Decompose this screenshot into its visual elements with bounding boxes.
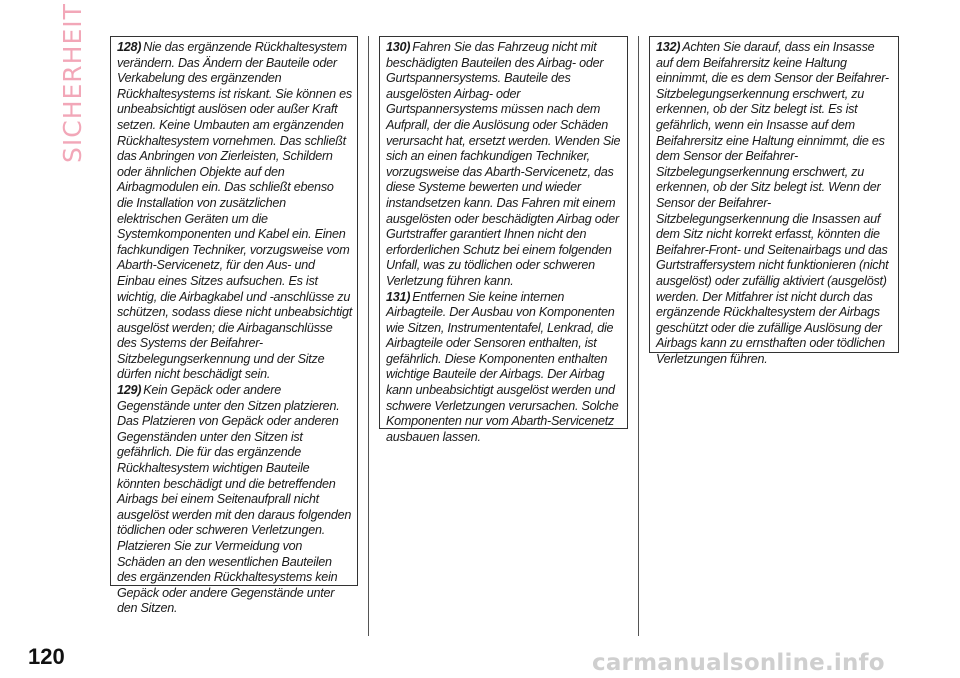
section-title: SICHERHEIT [58, 3, 87, 163]
warning-text: Achten Sie darauf, dass ein Insasse auf dem Beifahrersitz keine Haltung einnimmt, die es dem Sensor der Beifahrer-Sitzbelegungserkennung erschwert, zu erkennen, ob der Sitz belegt ist. Es ist gefährlich, wenn ein Insasse auf dem Beifahrersitz eine Haltung einnimmt, die es dem Sensor der Beifahrer-Sitzbelegungserkennung erschwert, zu erkennen, ob der Sitz belegt ist. Wenn der Sensor der Beifahrer-Sitzbelegungserkennung die Insassen auf dem Sitz nicht korrekt erfasst, könnten die Beifahrer-Front- und Seitenairbags und das Gurtstraffersystem nicht funktionieren (nicht ausgelöst) oder zufällig aktiviert (ausgelöst) werden. Der Mitfahrer ist nicht durch das ergänzende Rückhaltesystem der Airbags geschützt oder die zufällige Auslösung der Airbags kann zu ernsthaften oder tödlichen Verletzungen führen. [656, 40, 889, 366]
warning-text: Fahren Sie das Fahrzeug nicht mit beschädigten Bauteilen des Airbag- oder Gurtspannersystems. Bauteile des ausgelösten Airbag- oder Gurtspannersystems müssen nach dem Aufprall, der die Auslösung oder Schäden verursacht hat, ersetzt werden. Wenden Sie sich an einen fachkundigen Techniker, vorzugsweise das Abarth-Servicenetz, das diese Systeme bewerten und wieder instandsetzen kann. Das Fahren mit einem ausgelösten oder beschädigten Airbag oder Gurtstraffer garantiert Ihnen nicht den erforderlichen Schutz bei einem folgenden Unfall, was zu tödlichen oder schweren Verletzung führen kann. [386, 40, 621, 288]
warning-text: Kein Gepäck oder andere Gegenstände unter den Sitzen platzieren. Das Platzieren von Gepäck oder anderen Gegenständen unter den Sitzen ist gefährlich. Die für das ergänzende Rückhaltesystem wichtigen Bauteile könnten beschädigt und die betreffenden Airbags bei einem Seitenaufprall nicht ausgelöst werden mit den daraus folgenden tödlichen oder schweren Verletzungen. Platzieren Sie zur Vermeidung von Schäden an den wesentlichen Bauteilen des ergänzenden Rückhaltesystems kein Gepäck oder andere Gegenstände unter den Sitzen. [117, 383, 352, 616]
page-number: 120 [28, 644, 65, 669]
watermark: carmanualsonline.info [592, 650, 885, 676]
warning-number: 130) [386, 40, 411, 54]
warning-box [379, 36, 628, 444]
warning-item [386, 290, 622, 446]
warning-box [649, 36, 899, 366]
warning-text: Nie das ergänzende Rückhaltesystem verändern. Das Ändern der Bauteile oder Verkabelung des ergänzenden Rückhaltesystems ist riskant. Sie können es unbeabsichtigt auslösen oder außer Kraft setzen. Keine Umbauten am ergänzenden Rückhaltesystem vornehmen. Das schließt das Anbringen von Zierleisten, Schildern oder ähnlichen Objekte auf den Airbagmodulen ein. Das schließt ebenso die Installation von zusätzlichen elektrischen Geräten um die Systemkomponenten und Kabel ein. Einen fachkundigen Techniker, vorzugsweise vom Abarth-Servicenetz, für den Aus- und Einbau eines Sitzes aufsuchen. Es ist wichtig, die Airbagkabel und -anschlüsse zu schützen, sodass diese nicht unbeabsichtigt ausgelöst werden; die Airbaganschlüsse des Systems der Beifahrer-Sitzbelegungserkennung und der Sitze dürfen nicht beschädigt sein. [117, 40, 352, 382]
warning-number: 129) [117, 383, 142, 398]
warning-number: 128) [117, 40, 142, 54]
warning-number: 131) [386, 289, 411, 304]
warning-item [656, 40, 893, 367]
warning-box [110, 36, 358, 616]
column-divider [368, 36, 369, 636]
warning-item [117, 40, 352, 383]
warning-text: Entfernen Sie keine internen Airbagteile. Der Ausbau von Komponenten wie Sitzen, Instrumententafel, Lenkrad, die Airbagteile oder Sensoren enthalten, ist gefährlich. Diese Komponenten enthalten wichtige Bauteile der Airbags. Der Airbag kann unbeabsichtigt ausgelöst werden und schwere Verletzungen verursachen. Solche Komponenten nur vom Abarth-Servicenetz ausbauen lassen. [386, 289, 619, 444]
warning-number: 132) [656, 40, 681, 54]
warning-item [386, 40, 622, 290]
column-divider [638, 36, 639, 636]
warning-item [117, 383, 352, 617]
